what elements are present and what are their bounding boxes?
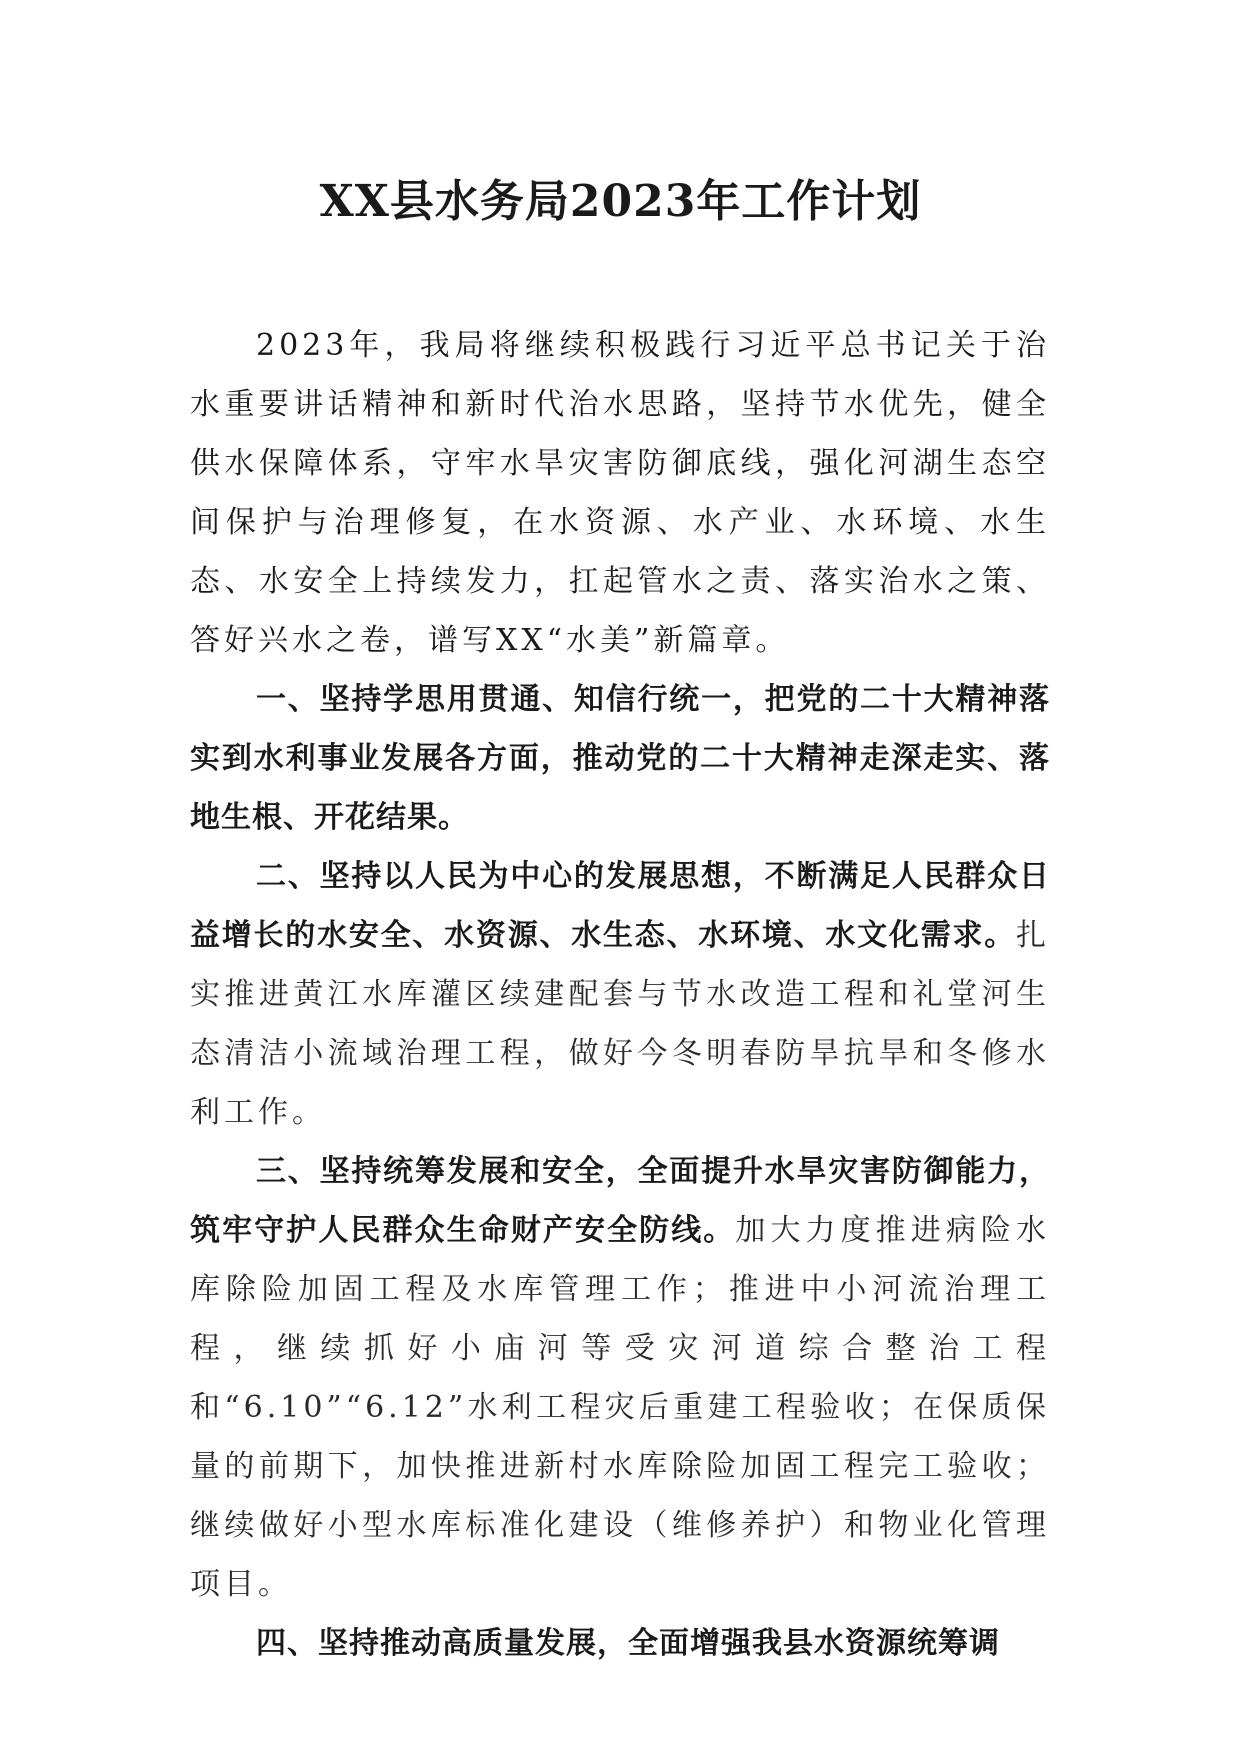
section-2-body: 扎实推进黄江水库灌区续建配套与节水改造工程和礼堂河生态清洁小流域治理工程，做好今冬明春防旱抗旱和冬修水利工作。 <box>190 918 1050 1130</box>
section-1-heading: 一、坚持学思用贯通、知信行统一，把党的二十大精神落实到水利事业发展各方面，推动党的二十大精神走深走实、落地生根、开花结果。 <box>190 682 1050 835</box>
section-4-heading: 四、坚持推动高质量发展，全面增强我县水资源统筹调 <box>256 1626 1000 1661</box>
section-3-heading: 三、坚持统筹发展和安全，全面提升水旱灾害防御能力，筑牢守护人民群众生命财产安全防线。 <box>190 1154 1050 1248</box>
section-4-paragraph <box>190 1614 1050 1673</box>
document-title: XX县水务局2023年工作计划 <box>319 176 922 227</box>
section-3-paragraph <box>190 1142 1050 1614</box>
section-1-paragraph <box>190 670 1050 847</box>
section-3-body: 加大力度推进病险水库除险加固工程及水库管理工作；推进中小河流治理工程，继续抓好小庙河等受灾河道综合整治工程和“6.10”“6.12”水利工程灾后重建工程验收；在保质保量的前期下，加快推进新村水库除险加固工程完工验收；继续做好小型水库标准化建设（维修养护）和物业化管理项目。 <box>190 1213 1050 1602</box>
intro-paragraph: 2023年，我局将继续积极践行习近平总书记关于治水重要讲话精神和新时代治水思路，坚持节水优先，健全供水保障体系，守牢水旱灾害防御底线，强化河湖生态空间保护与治理修复，在水资源、水产业、水环境、水生态、水安全上持续发力，扛起管水之责、落实治水之策、答好兴水之卷，谱写XX“水美”新篇章。 <box>190 328 1050 658</box>
section-2-heading: 二、坚持以人民为中心的发展思想，不断满足人民群众日益增长的水安全、水资源、水生态、水环境、水文化需求。 <box>190 859 1050 953</box>
section-2-paragraph <box>190 847 1050 1142</box>
document-body <box>190 316 1050 1673</box>
